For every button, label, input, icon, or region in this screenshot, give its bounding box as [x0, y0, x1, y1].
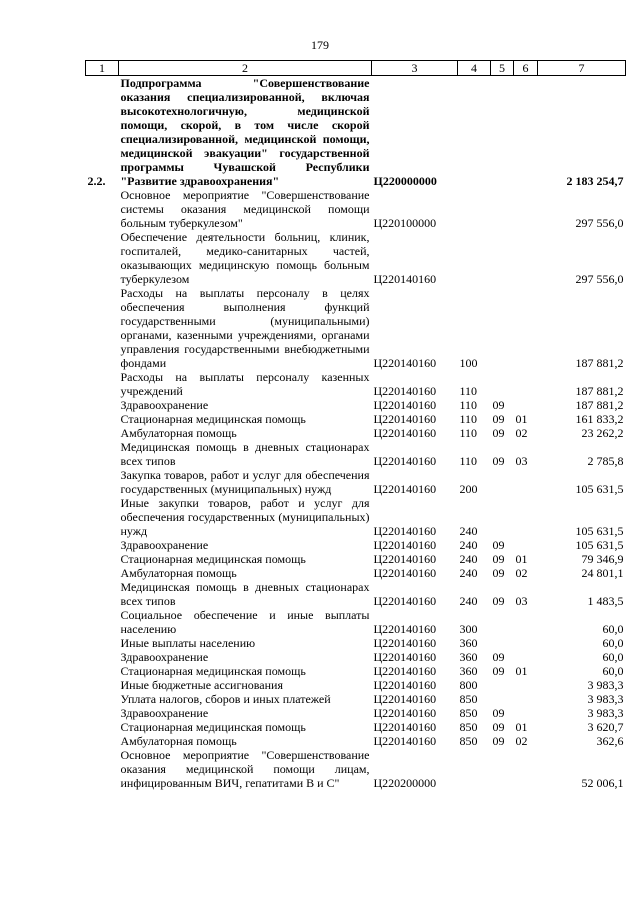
row-amount: 297 556,0: [575, 216, 624, 230]
table-row: [86, 286, 626, 370]
row-section: [491, 496, 514, 538]
row-section: [491, 748, 514, 790]
row-subsection: [514, 398, 538, 412]
row-name: Обеспечение деятельности больниц, клиник, госпиталей, медико-санитарных частей, оказывающих медицинскую помощь больным туберкулезом: [120, 230, 370, 286]
row-name: Медицинская помощь в дневных стационарах всех типов: [120, 580, 370, 608]
row-number: [86, 370, 119, 398]
row-number: [86, 664, 119, 678]
header-col-7: 7: [538, 61, 626, 76]
table-row: [86, 748, 626, 790]
row-amount: 105 631,5: [575, 538, 624, 552]
row-expense-type: 360: [459, 636, 478, 650]
row-code: Ц220140160: [373, 524, 437, 538]
row-name: Иные бюджетные ассигнования: [120, 678, 283, 692]
row-name: Социальное обеспечение и иные выплаты населению: [120, 608, 370, 636]
row-expense-type: [458, 188, 491, 230]
row-subsection: 02: [515, 566, 528, 580]
row-expense-type: 360: [459, 650, 478, 664]
row-section: [491, 468, 514, 496]
row-section: 09: [492, 454, 505, 468]
row-number: [86, 706, 119, 720]
row-section: [491, 692, 514, 706]
row-code: Ц220140160: [373, 706, 437, 720]
row-name: Уплата налогов, сборов и иных платежей: [120, 692, 331, 706]
row-code: Ц220140160: [373, 650, 437, 664]
table-row: [86, 538, 626, 552]
row-expense-type: 110: [459, 412, 478, 426]
header-row: [86, 61, 626, 76]
row-section: [491, 370, 514, 398]
row-expense-type: 110: [459, 426, 478, 440]
row-name: Амбулаторная помощь: [120, 566, 237, 580]
table-row: [86, 440, 626, 468]
row-amount: 3 620,7: [587, 720, 624, 734]
row-number: [86, 188, 119, 230]
row-expense-type: 200: [459, 482, 478, 496]
row-name: Здравоохранение: [120, 398, 209, 412]
row-amount: 3 983,3: [587, 678, 624, 692]
header-col-1: 1: [86, 61, 119, 76]
row-code: Ц220140160: [373, 552, 437, 566]
row-amount: 52 006,1: [581, 776, 624, 790]
table-row: [86, 188, 626, 230]
row-name: Медицинская помощь в дневных стационарах всех типов: [120, 440, 370, 468]
row-name: Стационарная медицинская помощь: [120, 552, 306, 566]
table-row: [86, 664, 626, 678]
header-col-3: 3: [372, 61, 458, 76]
row-expense-type: 110: [459, 454, 478, 468]
row-section: 09: [492, 664, 505, 678]
row-subsection: [514, 230, 538, 286]
row-expense-type: 100: [459, 356, 478, 370]
row-amount: 2 183 254,7: [566, 174, 624, 188]
row-subsection: [514, 538, 538, 552]
row-subsection: [514, 76, 538, 189]
table-row: [86, 426, 626, 440]
row-subsection: [514, 188, 538, 230]
table-row: [86, 412, 626, 426]
row-amount: 60,0: [602, 650, 624, 664]
row-amount: 23 262,2: [581, 426, 624, 440]
row-number: [86, 580, 119, 608]
row-section: [491, 76, 514, 189]
row-expense-type: 110: [459, 398, 478, 412]
row-name: Иные закупки товаров, работ и услуг для обеспечения государственных (муниципальных) нужд: [120, 496, 370, 538]
row-expense-type: 850: [459, 720, 478, 734]
row-code: Ц220140160: [373, 678, 437, 692]
row-section: 09: [492, 412, 505, 426]
row-subsection: [514, 468, 538, 496]
row-amount: 3 983,3: [587, 706, 624, 720]
row-section: 09: [492, 734, 505, 748]
row-section: 09: [492, 594, 505, 608]
table-row: [86, 76, 626, 189]
row-subsection: 02: [515, 734, 528, 748]
row-section: [491, 608, 514, 636]
row-expense-type: 800: [459, 678, 478, 692]
row-amount: 1 483,5: [587, 594, 624, 608]
row-code: Ц220140160: [373, 412, 437, 426]
table-row: [86, 580, 626, 608]
row-subsection: 03: [515, 454, 528, 468]
row-number: [86, 636, 119, 650]
row-subsection: 01: [515, 720, 528, 734]
row-subsection: [514, 370, 538, 398]
row-number: [86, 748, 119, 790]
row-name: Закупка товаров, работ и услуг для обеспечения государственных (муниципальных) нужд: [120, 468, 370, 496]
row-amount: 24 801,1: [581, 566, 624, 580]
table-row: [86, 566, 626, 580]
header-col-5: 5: [491, 61, 514, 76]
row-code: Ц220140160: [373, 272, 437, 286]
table-row: [86, 692, 626, 706]
row-code: Ц220140160: [373, 454, 437, 468]
row-code: Ц220000000: [373, 174, 437, 188]
row-number: [86, 398, 119, 412]
row-code: Ц220140160: [373, 692, 437, 706]
row-subsection: [514, 286, 538, 370]
row-name: Основное мероприятие "Совершенствование оказания медицинской помощи лицам, инфицированным ВИЧ, гепатитами B и C": [120, 748, 370, 790]
row-section: [491, 636, 514, 650]
row-number: [86, 412, 119, 426]
header-col-2: 2: [119, 61, 372, 76]
row-amount: 105 631,5: [575, 524, 624, 538]
row-amount: 297 556,0: [575, 272, 624, 286]
table-row: [86, 496, 626, 538]
row-amount: 2 785,8: [587, 454, 624, 468]
row-subsection: 03: [515, 594, 528, 608]
row-name: Стационарная медицинская помощь: [120, 664, 306, 678]
table-row: [86, 468, 626, 496]
row-expense-type: 240: [459, 524, 478, 538]
row-number: [86, 468, 119, 496]
row-name: Стационарная медицинская помощь: [120, 412, 306, 426]
row-number: [86, 552, 119, 566]
row-number: [86, 692, 119, 706]
row-amount: 79 346,9: [581, 552, 624, 566]
row-section: 09: [492, 398, 505, 412]
table-row: [86, 552, 626, 566]
row-number: [86, 496, 119, 538]
row-section: [491, 188, 514, 230]
row-number: [86, 566, 119, 580]
row-code: Ц220140160: [373, 566, 437, 580]
budget-table: [85, 60, 626, 790]
row-expense-type: 240: [459, 552, 478, 566]
row-code: Ц220140160: [373, 398, 437, 412]
table-row: [86, 720, 626, 734]
table-row: [86, 636, 626, 650]
row-code: Ц220140160: [373, 426, 437, 440]
row-subsection: 01: [515, 664, 528, 678]
row-amount: 3 983,3: [587, 692, 624, 706]
row-code: Ц220140160: [373, 538, 437, 552]
header-col-4: 4: [458, 61, 491, 76]
row-name: Подпрограмма "Совершенствование оказания специализированной, включая высокотехнологичную, медицинской помощи, скорой, в том числе скорой специализированной, медицинской помощи, медицинской эвакуации" государственной программы Чувашской Республики "Развитие здравоохранения": [120, 76, 370, 188]
row-subsection: [514, 692, 538, 706]
row-amount: 362,6: [596, 734, 624, 748]
row-section: 09: [492, 720, 505, 734]
row-expense-type: [458, 76, 491, 189]
row-section: 09: [492, 426, 505, 440]
row-code: Ц220100000: [373, 216, 437, 230]
page-number: 179: [311, 38, 329, 52]
row-name: Здравоохранение: [120, 538, 209, 552]
row-number: [86, 426, 119, 440]
row-section: 09: [492, 538, 505, 552]
row-number: [86, 608, 119, 636]
row-code: Ц220140160: [373, 482, 437, 496]
row-name: Стационарная медицинская помощь: [120, 720, 306, 734]
row-number: [86, 734, 119, 748]
row-code: Ц220140160: [373, 664, 437, 678]
row-code: Ц220140160: [373, 384, 437, 398]
row-section: 09: [492, 706, 505, 720]
row-code: Ц220140160: [373, 594, 437, 608]
row-subsection: [514, 748, 538, 790]
row-amount: 187 881,2: [575, 398, 624, 412]
table-row: [86, 230, 626, 286]
row-name: Амбулаторная помощь: [120, 734, 237, 748]
header-col-6: 6: [514, 61, 538, 76]
row-name: Иные выплаты населению: [120, 636, 256, 650]
row-section: [491, 286, 514, 370]
row-expense-type: 240: [459, 538, 478, 552]
row-section: 09: [492, 566, 505, 580]
row-amount: 187 881,2: [575, 384, 624, 398]
row-subsection: [514, 496, 538, 538]
row-name: Здравоохранение: [120, 706, 209, 720]
row-expense-type: 850: [459, 706, 478, 720]
row-subsection: [514, 608, 538, 636]
row-code: Ц220140160: [373, 720, 437, 734]
row-amount: 60,0: [602, 664, 624, 678]
table-row: [86, 734, 626, 748]
row-section: [491, 678, 514, 692]
row-code: Ц220140160: [373, 356, 437, 370]
row-expense-type: 850: [459, 692, 478, 706]
row-subsection: 01: [515, 552, 528, 566]
row-amount: 187 881,2: [575, 356, 624, 370]
row-amount: 60,0: [602, 636, 624, 650]
row-subsection: [514, 678, 538, 692]
row-code: Ц220140160: [373, 622, 437, 636]
row-name: Основное мероприятие "Совершенствование системы оказания медицинской помощи больным туберкулезом": [120, 188, 370, 230]
table-row: [86, 706, 626, 720]
row-number: [86, 538, 119, 552]
table-row: [86, 608, 626, 636]
row-expense-type: [458, 748, 491, 790]
row-number: [86, 720, 119, 734]
table-row: [86, 678, 626, 692]
row-expense-type: 110: [459, 384, 478, 398]
row-amount: 60,0: [602, 622, 624, 636]
row-number: [86, 440, 119, 468]
row-section: [491, 230, 514, 286]
table-row: [86, 650, 626, 664]
row-name: Амбулаторная помощь: [120, 426, 237, 440]
row-code: Ц220140160: [373, 636, 437, 650]
row-section: 09: [492, 552, 505, 566]
row-expense-type: 850: [459, 734, 478, 748]
table-body: [86, 76, 626, 791]
row-expense-type: [458, 230, 491, 286]
table-row: [86, 398, 626, 412]
row-section: 09: [492, 650, 505, 664]
row-name: Расходы на выплаты персоналу в целях обеспечения выполнения функций государственными (муниципальными) органами, казенными учреждениями, органами управления государственными внебюджетными фондами: [120, 286, 370, 370]
row-number: [86, 678, 119, 692]
row-number: 2.2.: [87, 174, 106, 188]
row-subsection: [514, 636, 538, 650]
row-number: [86, 286, 119, 370]
row-amount: 105 631,5: [575, 482, 624, 496]
row-expense-type: 360: [459, 664, 478, 678]
table-row: [86, 370, 626, 398]
row-number: [86, 230, 119, 286]
row-number: [86, 650, 119, 664]
row-amount: 161 833,2: [575, 412, 624, 426]
row-expense-type: 300: [459, 622, 478, 636]
row-expense-type: 240: [459, 594, 478, 608]
row-code: Ц220140160: [373, 734, 437, 748]
row-subsection: 01: [515, 412, 528, 426]
row-subsection: [514, 650, 538, 664]
row-name: Расходы на выплаты персоналу казенных учреждений: [120, 370, 370, 398]
row-code: Ц220200000: [373, 776, 437, 790]
row-expense-type: 240: [459, 566, 478, 580]
row-subsection: [514, 706, 538, 720]
row-name: Здравоохранение: [120, 650, 209, 664]
row-subsection: 02: [515, 426, 528, 440]
